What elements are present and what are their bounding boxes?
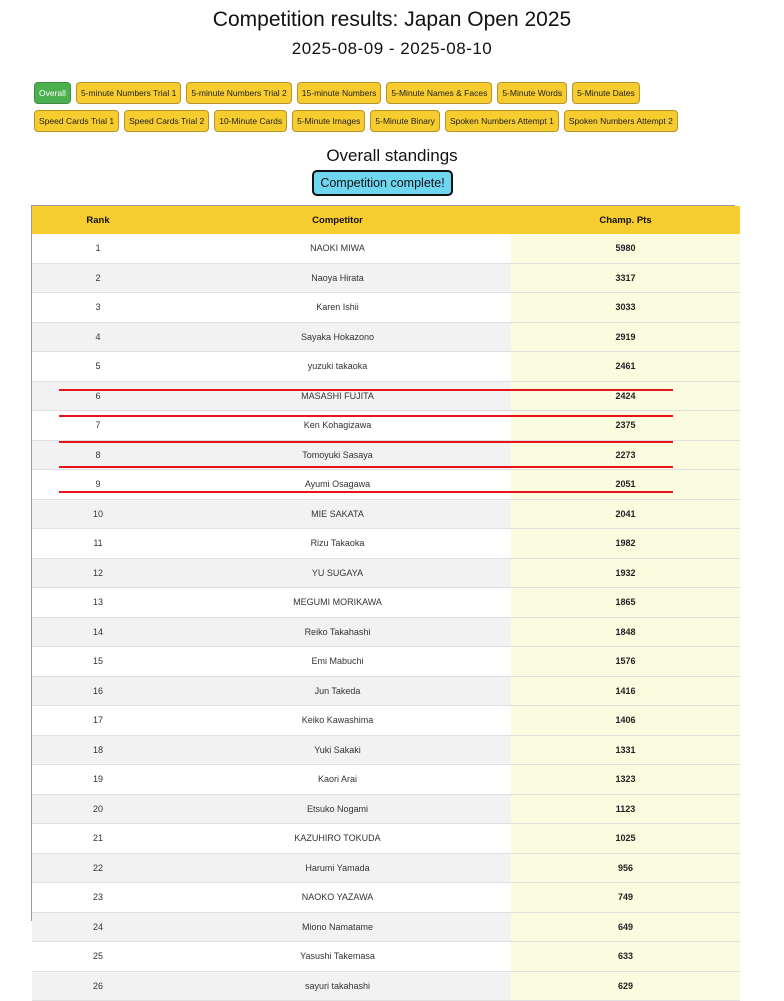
points-cell: 1865 (511, 588, 740, 618)
row-divider-line (59, 466, 673, 468)
table-row (32, 529, 740, 559)
points-cell: 1932 (511, 558, 740, 588)
competitor-cell: Rizu Takaoka (164, 529, 511, 559)
table-row (32, 558, 740, 588)
row-divider-line (59, 389, 673, 391)
table-row (32, 824, 740, 854)
column-header-competitor[interactable]: Competitor (164, 206, 511, 234)
points-cell: 1982 (511, 529, 740, 559)
rank-cell: 24 (32, 912, 164, 942)
competitor-cell: MEGUMI MORIKAWA (164, 588, 511, 618)
table-row (32, 381, 740, 411)
competitor-cell: Jun Takeda (164, 676, 511, 706)
row-divider-line (59, 415, 673, 417)
points-cell: 3033 (511, 293, 740, 323)
points-cell: 1576 (511, 647, 740, 677)
rank-cell: 1 (32, 234, 164, 263)
rank-cell: 23 (32, 883, 164, 913)
table-row (32, 765, 740, 795)
competitor-cell: Kaori Arai (164, 765, 511, 795)
table-header-row (32, 206, 740, 234)
rank-cell: 13 (32, 588, 164, 618)
competitor-cell: NAOKI MIWA (164, 234, 511, 263)
rank-cell: 9 (32, 470, 164, 500)
competitor-cell: Miono Namatame (164, 912, 511, 942)
points-cell: 1123 (511, 794, 740, 824)
rank-cell: 20 (32, 794, 164, 824)
table-row (32, 293, 740, 323)
tab-5min-numbers-trial-2[interactable]: 5-minute Numbers Trial 2 (186, 82, 291, 104)
column-header-champ-pts[interactable]: Champ. Pts (511, 206, 740, 234)
competitor-cell: Ken Kohagizawa (164, 411, 511, 441)
rank-cell: 6 (32, 381, 164, 411)
points-cell: 1331 (511, 735, 740, 765)
rank-cell: 4 (32, 322, 164, 352)
competitor-cell: Keiko Kawashima (164, 706, 511, 736)
row-divider-line (59, 491, 673, 493)
page-title: Competition results: Japan Open 2025 (212, 8, 572, 31)
tab-speed-cards-trial-1[interactable]: Speed Cards Trial 1 (34, 110, 119, 132)
points-cell: 1025 (511, 824, 740, 854)
points-cell: 1406 (511, 706, 740, 736)
tab-5min-binary[interactable]: 5-Minute Binary (370, 110, 440, 132)
competitor-cell: Tomoyuki Sasaya (164, 440, 511, 470)
points-cell: 5980 (511, 234, 740, 263)
competitor-cell: Ayumi Osagawa (164, 470, 511, 500)
rank-cell: 16 (32, 676, 164, 706)
standings-title: Overall standings (326, 146, 458, 165)
competitor-cell: yuzuki takaoka (164, 352, 511, 382)
rank-cell: 3 (32, 293, 164, 323)
table-row (32, 234, 740, 263)
tab-5min-dates[interactable]: 5-Minute Dates (572, 82, 640, 104)
points-cell: 2273 (511, 440, 740, 470)
competitor-cell: MASASHI FUJITA (164, 381, 511, 411)
table-row (32, 588, 740, 618)
points-cell: 2051 (511, 470, 740, 500)
table-row (32, 794, 740, 824)
table-row (32, 853, 740, 883)
table-row (32, 322, 740, 352)
rank-cell: 10 (32, 499, 164, 529)
table-row (32, 706, 740, 736)
competitor-cell: YU SUGAYA (164, 558, 511, 588)
table-row (32, 470, 740, 500)
status-badge: Competition complete! (312, 170, 453, 196)
rank-cell: 5 (32, 352, 164, 382)
rank-cell: 17 (32, 706, 164, 736)
table-row (32, 883, 740, 913)
table-row (32, 676, 740, 706)
rank-cell: 2 (32, 263, 164, 293)
competitor-cell: Yuki Sakaki (164, 735, 511, 765)
points-cell: 649 (511, 912, 740, 942)
tab-5min-words[interactable]: 5-Minute Words (497, 82, 567, 104)
tab-spoken-numbers-attempt-1[interactable]: Spoken Numbers Attempt 1 (445, 110, 559, 132)
tab-spoken-numbers-attempt-2[interactable]: Spoken Numbers Attempt 2 (564, 110, 678, 132)
rank-cell: 11 (32, 529, 164, 559)
rank-cell: 26 (32, 971, 164, 1001)
competitor-cell: NAOKO YAZAWA (164, 883, 511, 913)
points-cell: 633 (511, 942, 740, 972)
competitor-cell: Harumi Yamada (164, 853, 511, 883)
standings-table (31, 205, 735, 991)
tab-10min-cards[interactable]: 10-Minute Cards (214, 110, 287, 132)
points-cell: 2375 (511, 411, 740, 441)
points-cell: 1848 (511, 617, 740, 647)
competitor-cell: Reiko Takahashi (164, 617, 511, 647)
tab-5min-images[interactable]: 5-Minute Images (292, 110, 365, 132)
table-row (32, 971, 740, 1001)
competitor-cell: KAZUHIRO TOKUDA (164, 824, 511, 854)
competitor-cell: Etsuko Nogami (164, 794, 511, 824)
rank-cell: 21 (32, 824, 164, 854)
tab-overall[interactable]: Overall (34, 82, 71, 104)
rank-cell: 14 (32, 617, 164, 647)
table-row (32, 912, 740, 942)
rank-cell: 15 (32, 647, 164, 677)
table-row (32, 499, 740, 529)
rank-cell: 12 (32, 558, 164, 588)
points-cell: 2461 (511, 352, 740, 382)
rank-cell: 19 (32, 765, 164, 795)
event-tabs-row-1 (34, 82, 640, 104)
table-row (32, 735, 740, 765)
rank-cell: 25 (32, 942, 164, 972)
tab-15min-numbers[interactable]: 15-minute Numbers (297, 82, 382, 104)
competition-dates: 2025-08-09 - 2025-08-10 (291, 39, 493, 58)
points-cell: 956 (511, 853, 740, 883)
column-header-rank[interactable]: Rank (32, 206, 164, 234)
table-row (32, 263, 740, 293)
points-cell: 2041 (511, 499, 740, 529)
row-divider-line (59, 441, 673, 443)
table-row (32, 617, 740, 647)
event-tabs-row-2 (34, 110, 678, 132)
competitor-cell: Yasushi Takemasa (164, 942, 511, 972)
points-cell: 1323 (511, 765, 740, 795)
points-cell: 629 (511, 971, 740, 1001)
competitor-cell: Karen Ishii (164, 293, 511, 323)
table-row (32, 942, 740, 972)
rank-cell: 8 (32, 440, 164, 470)
rank-cell: 18 (32, 735, 164, 765)
points-cell: 2919 (511, 322, 740, 352)
competitor-cell: Sayaka Hokazono (164, 322, 511, 352)
points-cell: 1416 (511, 676, 740, 706)
competitor-cell: MIE SAKATA (164, 499, 511, 529)
table-row (32, 647, 740, 677)
points-cell: 749 (511, 883, 740, 913)
points-cell: 3317 (511, 263, 740, 293)
rank-cell: 22 (32, 853, 164, 883)
table-row (32, 352, 740, 382)
points-cell: 2424 (511, 381, 740, 411)
rank-cell: 7 (32, 411, 164, 441)
competitor-cell: Naoya Hirata (164, 263, 511, 293)
tab-5min-names-faces[interactable]: 5-Minute Names & Faces (386, 82, 492, 104)
competitor-cell: sayuri takahashi (164, 971, 511, 1001)
competitor-cell: Emi Mabuchi (164, 647, 511, 677)
tab-5min-numbers-trial-1[interactable]: 5-minute Numbers Trial 1 (76, 82, 181, 104)
tab-speed-cards-trial-2[interactable]: Speed Cards Trial 2 (124, 110, 209, 132)
